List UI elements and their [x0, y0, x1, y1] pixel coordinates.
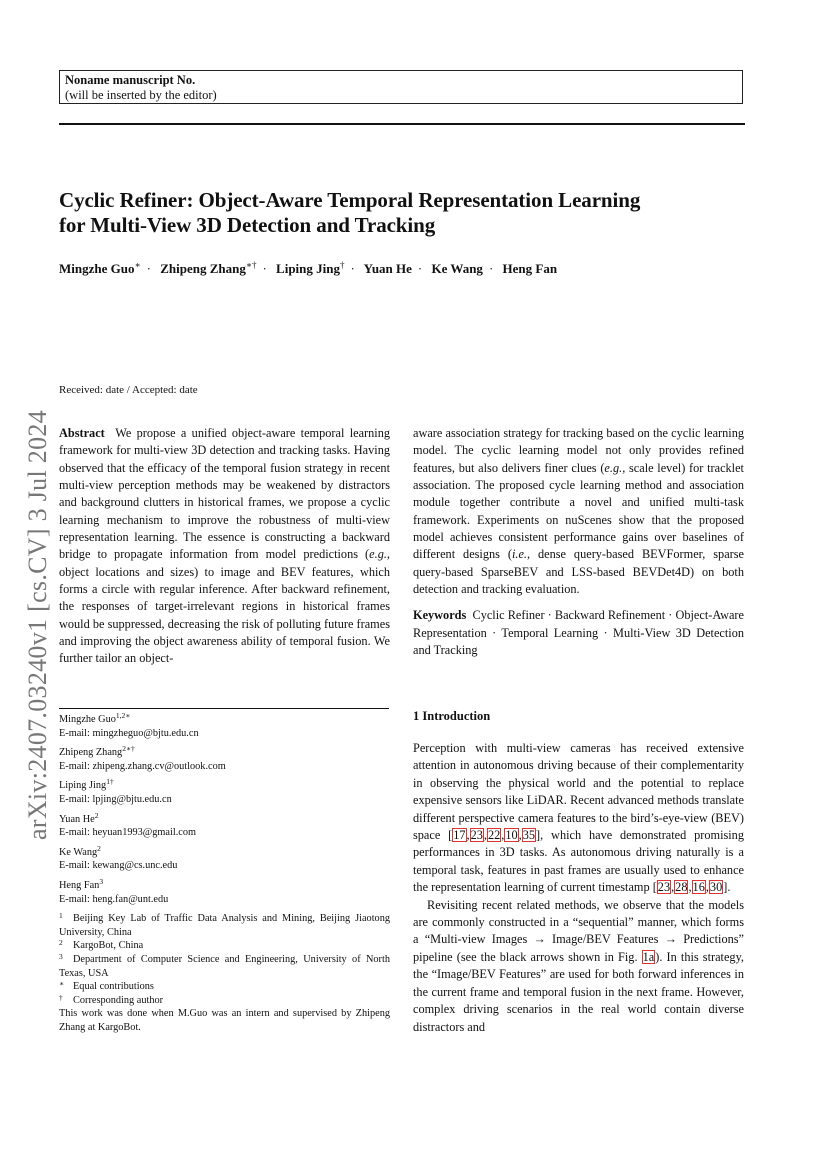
keywords-label: Keywords [413, 608, 467, 623]
contact-email: E-mail: heyuan1993@gmail.com [59, 827, 197, 839]
intro-paragraph-2 [413, 897, 744, 1036]
affiliation-text: Corresponding author [73, 994, 164, 1006]
contact-sup: 2∗† [122, 744, 135, 754]
footnotes [59, 713, 390, 1034]
contact-name: Zhipeng Zhang [59, 747, 123, 759]
intro-text: Revisiting recent related methods, we observe that the models are commonly constructed in a “sequential” manner, which forms a “Multi-view Images → Image/BEV Features → Predictions” pipeline (see the black arrows shown in Fig. [413, 897, 744, 964]
author-contact [59, 843, 390, 873]
author-list [59, 261, 749, 277]
contact-sup: 1† [106, 777, 114, 787]
received-date: Received: date / Accepted: date [59, 384, 198, 396]
author: Liping Jing [276, 261, 340, 276]
title-line-2: for Multi-View 3D Detection and Tracking [59, 213, 436, 237]
abstract-eg: e.g. [369, 547, 387, 562]
intro-text: ], which have demonstrated promising performances in 3D tasks. As autonomous driving naturally is a temporal task, features in past frames are usually used to enhance the representation learning of current timestamp [ [413, 828, 744, 895]
abstract-continuation [413, 425, 744, 598]
introduction-body [413, 740, 744, 1036]
author-contact [59, 746, 390, 773]
author-contact [59, 779, 390, 806]
manuscript-number: Noname manuscript No. [65, 73, 196, 87]
abstract-text: aware association strategy for tracking based on the cyclic learning model. The cyclic learning model not only provides refined features, but also delivers finer clues ( [413, 426, 744, 475]
figure-link[interactable]: 1a [642, 949, 655, 964]
author-separator: · [417, 261, 423, 276]
intro-text: ]. [723, 880, 731, 895]
header-rule [59, 123, 745, 125]
abstract-label: Abstract [59, 426, 105, 440]
contact-email: E-mail: mingzheguo@bjtu.edu.cn [59, 727, 199, 739]
abstract-ie: i.e. [511, 547, 527, 562]
author-mark: † [340, 260, 345, 270]
contact-name: Ke Wang [59, 846, 98, 858]
affiliation-text: Equal contributions [73, 981, 154, 993]
footnote-rule [59, 708, 389, 709]
affiliation: 3 Department of Computer Science and Engineering, University of North Texas, USA [59, 951, 390, 979]
contact-email: E-mail: zhipeng.zhang.cv@outlook.com [59, 760, 226, 772]
intro-text: Perception with multi-view cameras has received extensive attention in autonomous driving because of their complementarity in observing the physical world and the potential to replace expensive sensors like LiDAR. Recent advanced methods translate different perspective camera features to the bird’s-eye-view (BEV) space [ [413, 741, 744, 843]
author: Heng Fan [502, 261, 558, 276]
contact-sup: 2 [97, 843, 101, 853]
author: Yuan He [363, 261, 412, 276]
author-contact [59, 810, 390, 840]
affiliation: † Corresponding author [59, 992, 164, 1006]
abstract-text: , dense query-based BEVFormer, sparse query-based SparseBEV and LSS-based BEVDet4D) on both detection and tracking evaluation. [413, 547, 744, 597]
abstract-text: , scale level) for tracklet association. The proposed cycle learning method and association module together contribute a novel and unified multi-task framework. Experiments on nuScenes show that the proposed model achieves consistent performance gains over baselines of different designs ( [413, 460, 744, 562]
abstract-eg: e.g. [604, 460, 623, 475]
citation-link[interactable]: 17 [453, 828, 466, 843]
title-line-1: Cyclic Refiner: Object-Aware Temporal Representation Learning [59, 188, 641, 212]
footnote-note: This work was done when M.Guo was an intern and supervised by Zhipeng Zhang at KargoBot. [59, 1008, 390, 1033]
contact-name: Yuan He [59, 813, 95, 825]
intro-paragraph-1: Perception with multi-view cameras has received extensive attention in autonomous driving because of their complementarity in observing the physical world and the potential to replace expensive sensors like LiDAR. Recent advanced methods translate different perspective camera features to the bird’s-eye-view (BEV) space [17,23,22,10,35], which have demonstrated promising performances in 3D tasks. As autonomous driving naturally is a temporal task, features in past frames are usually used to enhance the representation learning of current timestamp [23,28,16,30]. [413, 741, 744, 895]
author-mark: ∗ [134, 260, 141, 270]
author-separator: · [488, 261, 494, 276]
affiliation-text: KargoBot, China [73, 940, 144, 952]
abstract-text: , object locations and sizes) to image and BEV features, which forms a circle with regular inference. After backward refinement, the responses of target-irrelevant regions in historical frames would be suppressed, decreasing the risk of polluting future frames and improving the object awareness ability of temporal fusion. We further tailor an object- [59, 547, 390, 666]
section-heading-introduction: 1 Introduction [413, 709, 491, 723]
contact-sup: 2 [94, 810, 99, 820]
abstract-text: We propose a unified object-aware temporal learning framework for multi-view 3D detection and tracking tasks. Having observed that the efficacy of the temporal fusion strategy in recent multi-view perception methods may be weakened by distractors and background clutters in historical frames, we propose a cyclic learning mechanism to improve the robustness of multi-view representation learning. The essence is constructing a backward bridge to propagate information from model predictions ( [59, 426, 390, 562]
abstract-paragraph [59, 425, 390, 668]
author-mark: ∗† [245, 260, 257, 270]
contact-name: Heng Fan [59, 879, 100, 891]
keywords [413, 607, 744, 659]
contact-sup: 3 [99, 876, 104, 886]
author-contact [59, 876, 390, 906]
citation-link[interactable]: 16 [692, 880, 705, 895]
citation-link[interactable]: 23 [470, 828, 483, 843]
author-separator: · [146, 261, 151, 276]
contact-email: E-mail: lpjing@bjtu.edu.cn [59, 793, 172, 805]
paper-title [59, 188, 749, 238]
author-contact [59, 713, 390, 740]
affiliation-text: Beijing Key Lab of Traffic Data Analysis and Mining, Beijing Jiaotong University, China [59, 913, 390, 938]
intro-text: ). In this strategy, the “Image/BEV Features” are used for both forward inferences in the current frame and temporal fusion in the next frame. However, complex driving scenarios in the real world contain diverse distractors and [413, 949, 744, 1034]
citation-link[interactable]: 28 [675, 880, 688, 895]
arxiv-stamp: arXiv:2407.03240v1 [cs.CV] 3 Jul 2024 [23, 410, 52, 840]
affiliation-text: Department of Computer Science and Engineering, University of North Texas, USA [59, 953, 390, 979]
author-separator: · [262, 261, 267, 276]
editor-header-box [59, 70, 743, 104]
contact-name: Liping Jing [59, 780, 107, 792]
citation-link[interactable]: 35 [522, 828, 536, 843]
citation-link[interactable]: 23 [657, 880, 671, 895]
citation-link[interactable]: 10 [505, 828, 518, 843]
editor-note: (will be inserted by the editor) [65, 88, 217, 102]
abstract-left-column [59, 425, 390, 668]
contact-email: E-mail: heng.fan@unt.edu [59, 893, 169, 905]
affiliation: ∗ Equal contributions [59, 979, 154, 993]
author: Mingzhe Guo [59, 261, 135, 276]
contact-email: E-mail: kewang@cs.unc.edu [59, 860, 178, 872]
contact-name: Mingzhe Guo [59, 714, 116, 725]
abstract-right-column [413, 425, 744, 659]
author-separator: · [350, 261, 355, 276]
author: Zhipeng Zhang [160, 261, 246, 276]
author: Ke Wang [431, 261, 483, 276]
keywords-text: Cyclic Refiner · Backward Refinement · Object-Aware Representation · Temporal Learning · Multi-View 3D Detection and Tracking [413, 608, 744, 658]
citation-link[interactable]: 22 [488, 828, 501, 843]
affiliation: 2 KargoBot, China [59, 938, 144, 952]
citation-link[interactable]: 30 [709, 880, 723, 895]
contact-sup: 1,2∗ [115, 711, 131, 720]
affiliation: 1 Beijing Key Lab of Traffic Data Analysis and Mining, Beijing Jiaotong University, China [59, 911, 390, 938]
